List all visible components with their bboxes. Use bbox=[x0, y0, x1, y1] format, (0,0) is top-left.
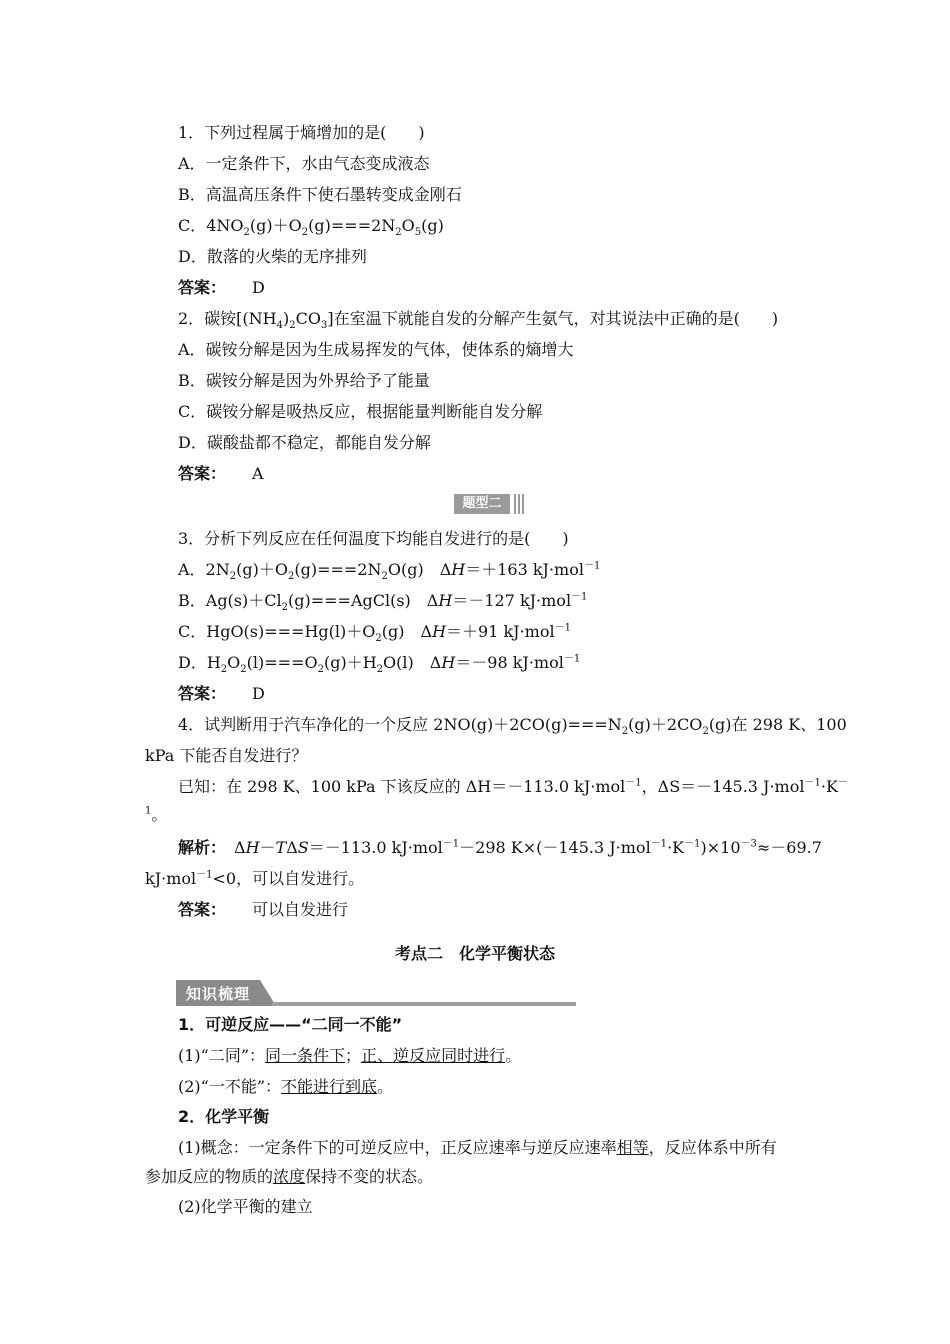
q3-option-d: D．$H_2O_2(l)===O_2(g)+H_2O(l)$ ΔH＝－98 kJ·mol$^{-1}$ bbox=[178, 653, 581, 676]
section-badge bbox=[454, 494, 524, 514]
knowledge-banner bbox=[176, 980, 576, 1010]
q4-answer: 答案： 可以自发进行 bbox=[178, 900, 349, 919]
q4-given: 已知：在 298 K、100 kPa 下该反应的 ΔH＝－113.0 kJ·mol$^{-1}$，ΔS＝－145.3 J·mol$^{-1}$·K－ bbox=[178, 777, 848, 796]
k2-concept-continued: 参加反应的物质的浓度保持不变的状态。 bbox=[145, 1167, 434, 1186]
q2-option-b: B．碳铵分解是因为外界给予了能量 bbox=[178, 371, 430, 390]
q1-option-d: D．散落的火柴的无序排列 bbox=[178, 247, 367, 266]
section-badge-label: 题型二 bbox=[454, 494, 510, 514]
q2-stem: 2．碳铵$[(NH_4)_2CO_3]$在室温下就能自发的分解产生氨气，对其说法中正确的是( ) bbox=[178, 309, 779, 332]
section-title: 考点二 化学平衡状态 bbox=[394, 944, 555, 963]
k1-point-1: (1)“二同”：同一条件下；正、逆反应同时进行。 bbox=[178, 1046, 522, 1065]
q1-answer: 答案： D bbox=[178, 278, 265, 297]
k2-concept: (1)概念：一定条件下的可逆反应中，正反应速率与逆反应速率相等，反应体系中所有 bbox=[178, 1138, 777, 1157]
q4-given-continued: $^1$。 bbox=[145, 805, 168, 824]
q1-option-a: A．一定条件下，水由气态变成液态 bbox=[178, 154, 430, 173]
q1-stem: 1．下列过程属于熵增加的是( ) bbox=[178, 123, 425, 142]
q4-solution-continued: kJ·mol$^{-1}$<0，可以自发进行。 bbox=[145, 869, 365, 888]
k2-build: (2)化学平衡的建立 bbox=[178, 1197, 313, 1216]
k1-title: 1．可逆反应——“二同一不能” bbox=[178, 1015, 403, 1034]
q2-option-d: D．碳酸盐都不稳定，都能自发分解 bbox=[178, 433, 431, 452]
q3-stem: 3．分析下列反应在任何温度下均能自发进行的是( ) bbox=[178, 529, 569, 548]
k2-title: 2．化学平衡 bbox=[178, 1107, 270, 1126]
q4-stem-continued: kPa 下能否自发进行？ bbox=[145, 746, 308, 765]
q3-answer: 答案： D bbox=[178, 684, 265, 703]
q2-answer: 答案： A bbox=[178, 464, 264, 483]
knowledge-banner-label: 知识梳理 bbox=[186, 985, 251, 1003]
q4-stem: 4．试判断用于汽车净化的一个反应 $2NO(g)+2CO(g)===N_2(g)+2CO_2(g)$在 298 K、100 bbox=[178, 715, 847, 738]
q3-option-a: A．$2N_2(g)+O_2(g)===2N_2O(g)$ ΔH＝＋163 kJ·mol$^{-1}$ bbox=[178, 560, 601, 583]
q1-option-c: C．$4NO_2(g)+O_2(g)===2N_2O_5(g)$ bbox=[178, 216, 444, 239]
k1-point-2: (2)“一不能”：不能进行到底。 bbox=[178, 1077, 394, 1096]
q2-option-c: C．碳铵分解是吸热反应，根据能量判断能自发分解 bbox=[178, 402, 543, 421]
q4-solution: 解析： ΔH－TΔS＝－113.0 kJ·mol$^{-1}$－298 K×(－145.3 $J\cdot mol^{-1}\cdot K^{-1})\times 10^{-3}\approx-69.7$ bbox=[178, 838, 822, 857]
q1-option-b: B．高温高压条件下使石墨转变成金刚石 bbox=[178, 185, 462, 204]
q3-option-b: B．$Ag(s)+Cl_2(g)===AgCl(s)$ ΔH＝－127 kJ·mol$^{-1}$ bbox=[178, 591, 588, 614]
q3-option-c: C．$HgO(s)===Hg(l)+O_2(g)$ ΔH＝＋91 kJ·mol$^{-1}$ bbox=[178, 622, 571, 645]
q2-option-a: A．碳铵分解是因为生成易挥发的气体，使体系的熵增大 bbox=[178, 340, 574, 359]
